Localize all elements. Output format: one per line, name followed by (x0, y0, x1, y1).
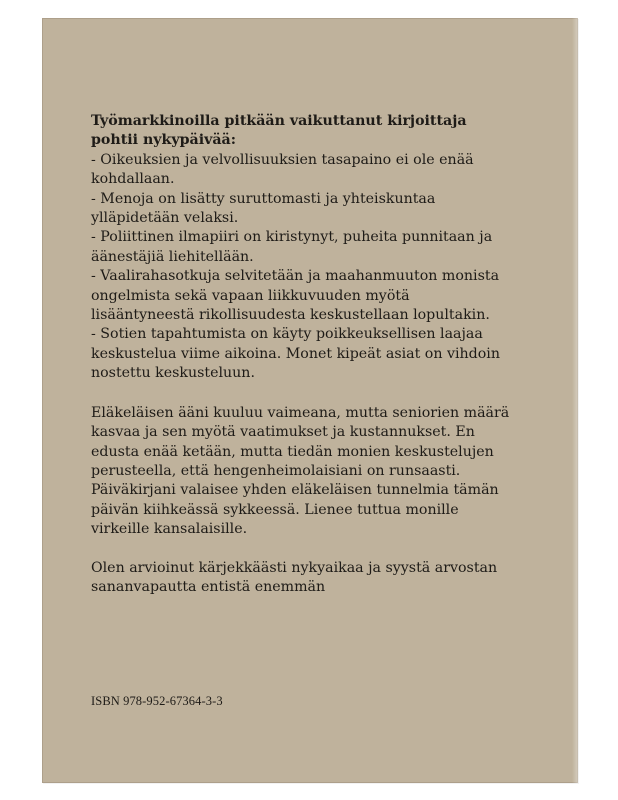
blurb-text (91, 112, 511, 597)
bullet-item: - Oikeuksien ja velvollisuuksien tasapaino ei ole enää kohdallaan. (91, 151, 474, 188)
bullet-item: - Vaalirahasotkuja selvitetään ja maahanmuuton monista ongelmista sekä vapaan liikkuvuuden myötä lisääntyneestä rikollisuudesta keskustellaan lopultakin. (91, 268, 500, 324)
bullet-list (91, 151, 511, 384)
bullet-item: - Menoja on lisätty suruttomasti ja yhteiskuntaa ylläpidetään velaksi. (91, 190, 436, 227)
bullet-item: - Sotien tapahtumista on käyty poikkeuksellisen laajaa keskustelua viime aikoina. Monet kipeät asiat on vihdoin nostettu keskusteluun. (91, 326, 500, 382)
paragraph-retiree-voice: Eläkeläisen ääni kuuluu vaimeana, mutta seniorien määrä kasvaa ja sen myötä vaatimukset ja kustannukset. En edusta enää ketään, mutta tiedän monien keskustelujen perusteella, että hengenheimolaisiani on runsaasti. Päiväkirjani valaisee yhden eläkeläisen tunnelmia tämän päivän kiihkeässä sykkeessä. Lienee tuttua monille virkeille kansalaisille. (91, 404, 510, 538)
intro-heading: Työmarkkinoilla pitkään vaikuttanut kirjoittaja pohtii nykypäivää: (91, 113, 467, 149)
isbn-label: ISBN 978-952-67364-3-3 (91, 694, 223, 708)
bullet-item: - Poliittinen ilmapiiri on kiristynyt, puheita punnitaan ja äänestäjiä liehitellään. (91, 229, 493, 265)
cover-edge (572, 18, 578, 783)
paragraph-free-speech: Olen arvioinut kärjekkäästi nykyaikaa ja syystä arvostan sananvapautta entistä enemmän (91, 559, 498, 595)
